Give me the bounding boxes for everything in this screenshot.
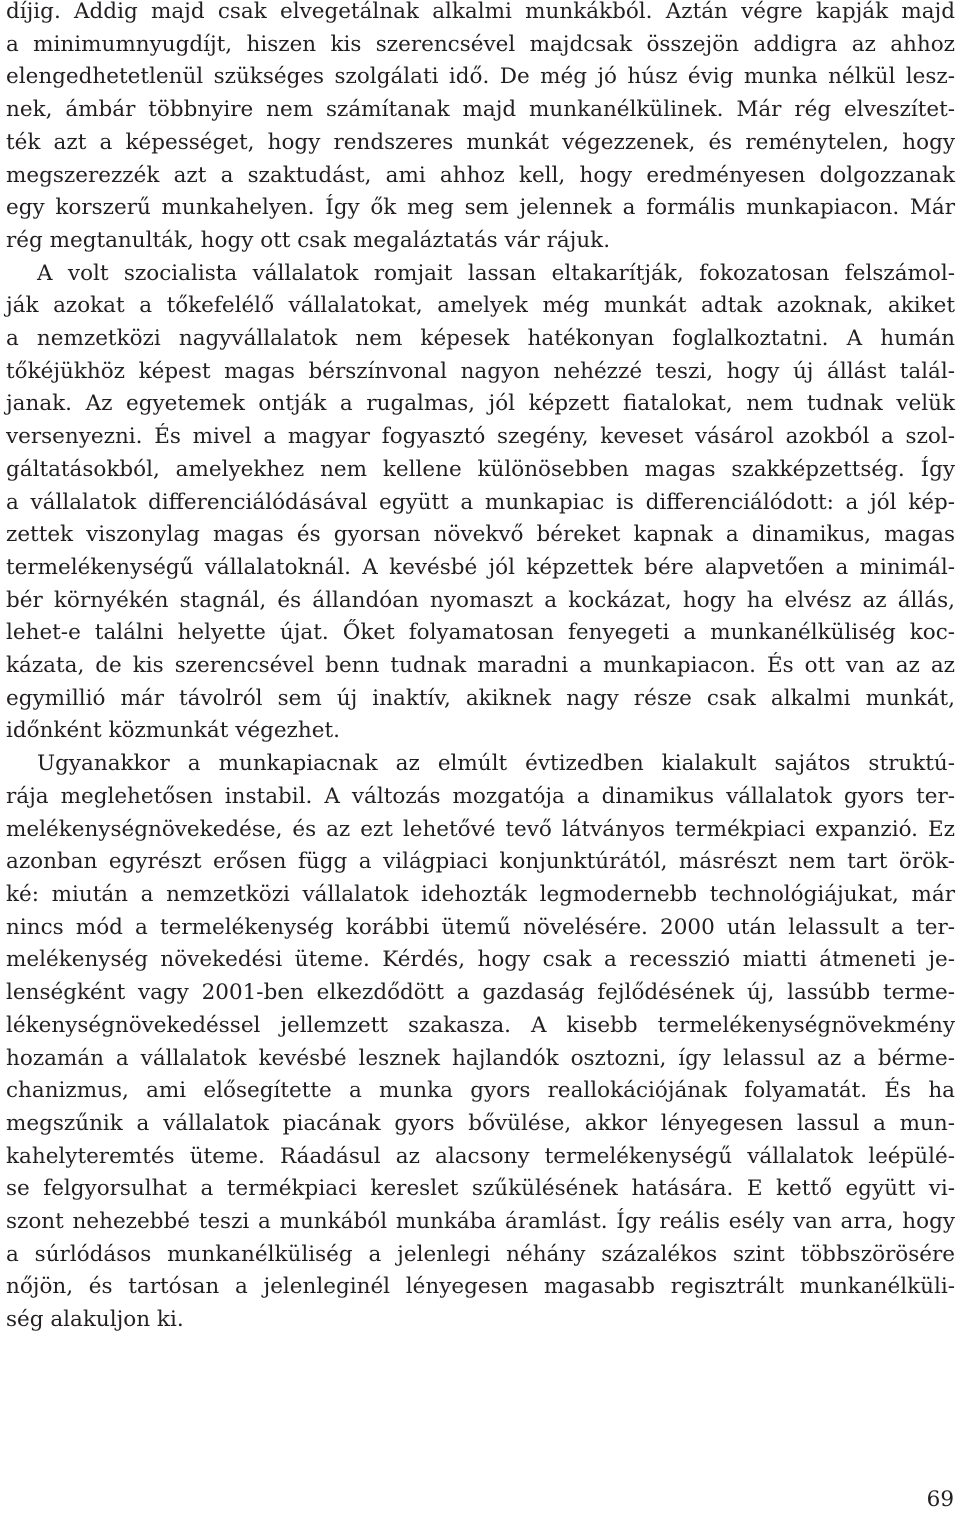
- text-line: időnként közmunkát végezhet.: [6, 718, 340, 744]
- text-line: Ugyanakkor a munkapiacnak az elmúlt évtizedben kialakult sajátos struktú-: [37, 751, 955, 777]
- text-line: gáltatásokból, amelyekhez nem kellene különösebben magas szakképzettség. Így: [6, 456, 955, 482]
- text-line: ték azt a képességet, hogy rendszeres munkát végezzenek, és reménytelen, hogy: [6, 129, 955, 155]
- text-line: szont nehezebbé teszi a munkából munkába áramlást. Így reális esély van arra, hogy: [6, 1209, 955, 1235]
- text-line: A volt szocialista vállalatok romjait lassan eltakarítják, fokozatosan felszámol-: [37, 260, 955, 286]
- text-line: nek, ámbár többnyire nem számítanak majd munkanélkülinek. Már rég elveszítet-: [6, 97, 955, 123]
- paragraph: [6, 258, 955, 749]
- text-line: elengedhetetlenül szükséges szolgálati idő. De még jó húsz évig munka nélkül lesz-: [6, 64, 955, 90]
- text-line: kahelyteremtés üteme. Ráadásul az alacsony termelékenységű vállalatok leépülé-: [6, 1143, 955, 1169]
- text-line: a súrlódásos munkanélküliség a jelenlegi néhány százalékos szint többszörösére: [6, 1241, 955, 1267]
- text-line: díjig. Addig majd csak elvegetálnak alkalmi munkákból. Aztán végre kapják majd: [6, 0, 955, 24]
- text-line: versenyezni. És mivel a magyar fogyasztó szegény, keveset vásárol azokból a szol-: [6, 424, 955, 450]
- text-line: melékenységnövekedése, és az ezt lehetővé tevő látványos termékpiaci expanzió. Ez: [6, 816, 955, 842]
- text-line: zettek viszonylag magas és gyorsan növekvő béreket kapnak a dinamikus, magas: [6, 522, 955, 548]
- text-line: lékenységnövekedéssel jellemzett szakasza. A kisebb termelékenységnövekmény: [6, 1012, 955, 1038]
- text-line: a minimumnyugdíjt, hiszen kis szerencsével majdcsak összejön addigra az ahhoz: [6, 31, 955, 57]
- text-line: chanizmus, ami elősegítette a munka gyors reallokációjának folyamatát. És ha: [6, 1078, 955, 1104]
- text-line: egy korszerű munkahelyen. Így ők meg sem jelennek a formális munkapiacon. Már: [6, 195, 955, 221]
- paragraph: [6, 748, 955, 1337]
- text-line: lenségként vagy 2001-ben elkezdődött a gazdaság fejlődésének új, lassúbb terme-: [6, 980, 955, 1006]
- text-line: rég megtanulták, hogy ott csak megaláztatás vár rájuk.: [6, 227, 611, 253]
- text-line: lehet-e találni helyette újat. Őket folyamatosan fenyegeti a munkanélküliség koc-: [6, 620, 955, 646]
- text-line: a nemzetközi nagyvállalatok nem képesek hatékonyan foglalkoztatni. A humán: [6, 326, 955, 352]
- body-text: [6, 0, 955, 1337]
- page-number: 69: [926, 1487, 954, 1512]
- text-line: megszűnik a vállalatok piacának gyors bővülése, akkor lényegesen lassul a mun-: [6, 1110, 955, 1136]
- text-line: termelékenységű vállalatoknál. A kevésbé jól képzettek bére alapvetően a minimál-: [6, 554, 955, 580]
- text-line: rája meglehetősen instabil. A változás mozgatója a dinamikus vállalatok gyors ter-: [6, 783, 955, 809]
- text-line: nőjön, és tartósan a jelenleginél lényegesen magasabb regisztrált munkanélküli-: [6, 1274, 955, 1300]
- text-line: megszerezzék azt a szaktudást, ami ahhoz kell, hogy eredményesen dolgozzanak: [6, 162, 955, 188]
- text-line: egymillió már távolról sem új inaktív, akiknek nagy része csak alkalmi munkát,: [6, 685, 955, 711]
- text-line: tőkéjükhöz képest magas bérszínvonal nagyon nehézzé teszi, hogy új állást talál-: [6, 358, 955, 384]
- text-line: se felgyorsulhat a termékpiaci kereslet szűkülésének hatására. E kettő együtt vi-: [6, 1176, 955, 1202]
- text-line: hozamán a vállalatok kevésbé lesznek hajlandók osztozni, így lelassul az a bérme-: [6, 1045, 955, 1071]
- text-line: melékenység növekedési üteme. Kérdés, hogy csak a recesszió miatti átmeneti je-: [6, 947, 955, 973]
- text-line: nincs mód a termelékenység korábbi ütemű növelésére. 2000 után lelassult a ter-: [6, 914, 955, 940]
- text-line: azonban egyrészt erősen függ a világpiaci konjunktúrától, másrészt nem tart örök-: [6, 849, 955, 875]
- text-line: ják azokat a tőkefelélő vállalatokat, amelyek még munkát adtak azoknak, akiket: [6, 293, 955, 319]
- text-line: janak. Az egyetemek ontják a rugalmas, jól képzett fiatalokat, nem tudnak velük: [6, 391, 955, 417]
- text-line: bér környékén stagnál, és állandóan nyomaszt a kockázat, hogy ha elvész az állás,: [6, 587, 955, 613]
- text-line: ké: miután a nemzetközi vállalatok idehozták legmodernebb technológiájukat, már: [6, 881, 955, 907]
- paragraph: [6, 0, 955, 258]
- text-line: a vállalatok differenciálódásával együtt a munkapiac is differenciálódott: a jól kép-: [6, 489, 955, 515]
- text-line: ség alakuljon ki.: [6, 1307, 184, 1333]
- text-line: kázata, de kis szerencsével benn tudnak maradni a munkapiacon. És ott van az az: [6, 653, 955, 679]
